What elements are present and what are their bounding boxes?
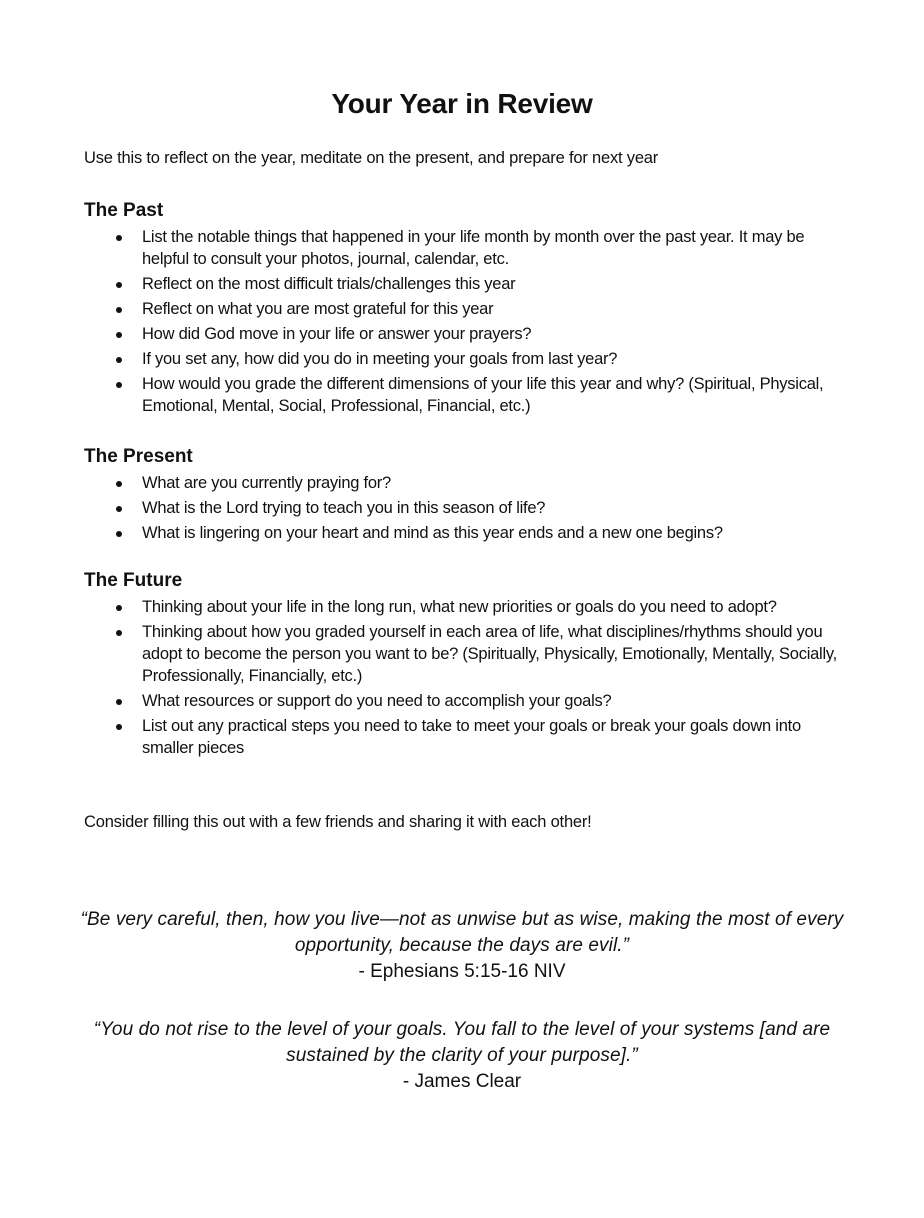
- list-item-text: What is the Lord trying to teach you in this season of life?: [142, 499, 546, 517]
- list-item: [84, 323, 854, 345]
- quote-text: “Be very careful, then, how you live—not as unwise but as wise, making the most of every opportunity, because the days are evil.”: [80, 909, 844, 956]
- list-item: [84, 298, 854, 320]
- list-item-text: What is lingering on your heart and mind as this year ends and a new one begins?: [142, 524, 723, 542]
- section-heading: The Future: [84, 570, 183, 591]
- quote-attribution: - Ephesians 5:15-16 NIV: [358, 961, 566, 982]
- list-item: [84, 472, 854, 494]
- section-past: [84, 199, 854, 420]
- list-item-text: If you set any, how did you do in meeting your goals from last year?: [142, 350, 618, 368]
- intro-text: Use this to reflect on the year, meditate on the present, and prepare for next year: [84, 149, 659, 167]
- bullet-icon: [116, 332, 122, 338]
- list-item-text: List the notable things that happened in your life month by month over the past year. It may be helpful to consult your photos, journal, calendar, etc.: [142, 228, 805, 268]
- list-item: [84, 690, 854, 712]
- bullet-list: [84, 596, 854, 759]
- quote-attribution: - James Clear: [402, 1071, 522, 1092]
- quote-ephesians: [70, 907, 854, 985]
- list-item: [84, 348, 854, 370]
- list-item-text: What are you currently praying for?: [142, 474, 391, 492]
- bullet-icon: [116, 307, 122, 313]
- list-item: [84, 596, 854, 618]
- section-heading: The Past: [84, 200, 164, 221]
- list-item-text: How would you grade the different dimensions of your life this year and why? (Spiritual, Physical, Emotional, Mental, Social, Professional, Financial, etc.): [142, 375, 824, 415]
- bullet-icon: [116, 357, 122, 363]
- section-present: [84, 445, 854, 547]
- list-item: [84, 273, 854, 295]
- list-item-text: How did God move in your life or answer your prayers?: [142, 325, 532, 343]
- list-item: [84, 226, 854, 270]
- list-item-text: Reflect on the most difficult trials/challenges this year: [142, 275, 516, 293]
- bullet-icon: [116, 481, 122, 487]
- section-future: [84, 569, 854, 762]
- list-item-text: Thinking about your life in the long run, what new priorities or goals do you need to adopt?: [142, 598, 777, 616]
- bullet-icon: [116, 531, 122, 537]
- list-item-text: What resources or support do you need to accomplish your goals?: [142, 692, 612, 710]
- list-item: [84, 497, 854, 519]
- quote-text: “You do not rise to the level of your goals. You fall to the level of your systems [and are sustained by the clarity of your purpose].”: [93, 1019, 831, 1066]
- bullet-icon: [116, 630, 122, 636]
- bullet-icon: [116, 699, 122, 705]
- bullet-list: [84, 226, 854, 417]
- bullet-icon: [116, 605, 122, 611]
- bullet-icon: [116, 506, 122, 512]
- closing-text: Consider filling this out with a few friends and sharing it with each other!: [84, 813, 592, 831]
- page-title: Your Year in Review: [331, 88, 593, 119]
- bullet-icon: [116, 235, 122, 241]
- list-item: [84, 522, 854, 544]
- bullet-icon: [116, 382, 122, 388]
- list-item: [84, 715, 854, 759]
- list-item-text: List out any practical steps you need to take to meet your goals or break your goals down into smaller pieces: [142, 717, 801, 757]
- bullet-icon: [116, 724, 122, 730]
- section-heading: The Present: [84, 446, 193, 467]
- list-item: [84, 373, 854, 417]
- list-item-text: Thinking about how you graded yourself in each area of life, what disciplines/rhythms should you adopt to become the person you want to be? (Spiritually, Physically, Emotionally, Mentally, Socially, Professionally, Financially, etc.): [142, 623, 837, 685]
- bullet-icon: [116, 282, 122, 288]
- quote-james-clear: [70, 1017, 854, 1095]
- list-item-text: Reflect on what you are most grateful for this year: [142, 300, 494, 318]
- list-item: [84, 621, 854, 687]
- bullet-list: [84, 472, 854, 544]
